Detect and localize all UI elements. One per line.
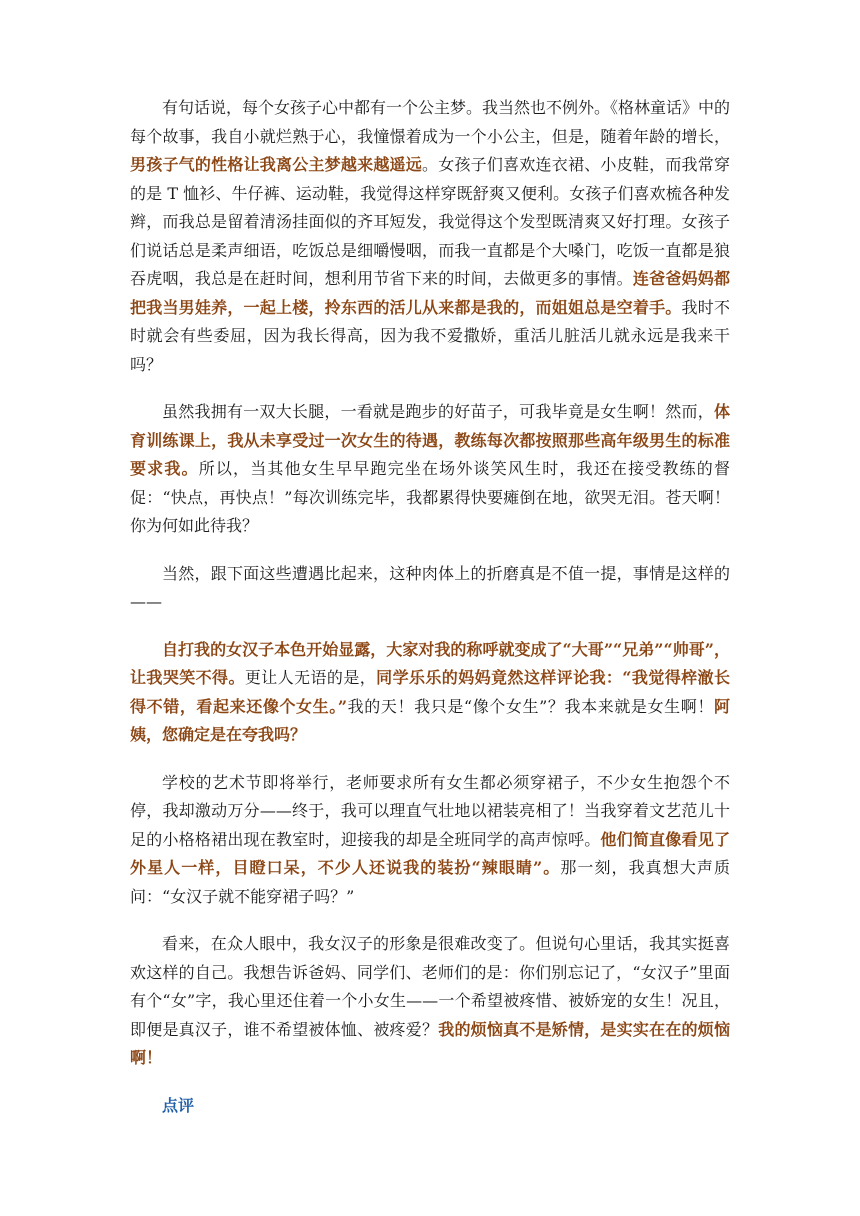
text-segment: 那一刻，我真想大声质问：“女汉子就不能穿裙子吗？” bbox=[130, 858, 730, 906]
text-segment: 更让人无语的是， bbox=[244, 668, 377, 687]
paragraph-1 bbox=[130, 94, 730, 379]
highlighted-text: 阿姨，您确定是在夸我吗？ bbox=[130, 696, 730, 744]
highlighted-text: 同学乐乐的妈妈竟然这样评论我：“我觉得梓澈长得不错，看起来还像个女生。” bbox=[130, 668, 730, 716]
text-segment: 我时不时就会有些委屈，因为我长得高，因为我不爱撒娇，重活儿脏活儿就永远是我来干吗？ bbox=[130, 297, 730, 374]
text-segment: 看来，在众人眼中，我女汉子的形象是很难改变了。但说句心里话，我其实挺喜欢这样的自己。我想告诉爸妈、同学们、老师们的是：你们别忘记了，“女汉子”里面有个“女”字，我心里还住着一个小女生——一个希望被疼惜、被娇宠的女生！况且，即便是真汉子，谁不希望被体恤、被疼爱？ bbox=[130, 934, 730, 1039]
text-segment: 我的天！我只是“像个女生”？我本来就是女生啊！ bbox=[347, 696, 714, 716]
text-segment: 虽然我拥有一双大长腿，一看就是跑步的好苗子，可我毕竟是女生啊！然而， bbox=[162, 402, 714, 421]
highlighted-text: 体育训练课上，我从未享受过一次女生的待遇，教练每次都按照那些高年级男生的标准要求我。 bbox=[130, 402, 730, 478]
highlighted-text: 自打我的女汉子本色开始显露，大家对我的称呼就变成了“大哥”“兄弟”“帅哥”，让我哭笑不得。 bbox=[130, 639, 730, 687]
section-heading-paragraph bbox=[130, 1092, 730, 1121]
text-segment: 有句话说，每个女孩子心中都有一个公主梦。我当然也不例外。《格林童话》中的每个故事，我自小就烂熟于心，我憧憬着成为一个小公主，但是，随着年龄的增长， bbox=[130, 98, 731, 146]
paragraph-2 bbox=[130, 398, 730, 541]
text-segment: 学校的艺术节即将举行，老师要求所有女生都必须穿裙子，不少女生抱怨个不停，我却激动万分——终于，我可以理直气壮地以裙装亮相了！当我穿着文艺范儿十足的小格格裙出现在教室时，迎接我的却是全班同学的高声惊呼。 bbox=[130, 772, 730, 849]
section-heading: 点评 bbox=[162, 1095, 195, 1115]
text-segment: 当然，跟下面这些遭遇比起来，这种肉体上的折磨真是不值一提，事情是这样的—— bbox=[130, 563, 730, 611]
highlighted-text: 他们简直像看见了外星人一样，目瞪口呆，不少人还说我的装扮“辣眼睛”。 bbox=[130, 829, 730, 877]
paragraph-3 bbox=[130, 560, 730, 617]
highlighted-text: 我的烦恼真不是矫情，是实实在在的烦恼啊！ bbox=[130, 1019, 730, 1067]
highlighted-text: 连爸爸妈妈都把我当男娃养，一起上楼，拎东西的活儿从来都是我的，而姐姐总是空着手。 bbox=[130, 269, 730, 317]
paragraph-5 bbox=[130, 769, 730, 912]
highlighted-text: 男孩子气的性格让我离公主梦越来越遥远 bbox=[130, 155, 422, 174]
paragraph-6 bbox=[130, 930, 730, 1073]
text-segment: 。女孩子们喜欢连衣裙、小皮鞋，而我常穿的是 T 恤衫、牛仔裤、运动鞋，我觉得这样穿既舒爽又便利。女孩子们喜欢梳各种发辫，而我总是留着清汤挂面似的齐耳短发，我觉得这个发型既清爽又好打理。女孩子们说话总是柔声细语，吃饭总是细嚼慢咽，而我一直都是个大嗓门，吃饭一直都是狼吞虎咽，我总是在赶时间，想利用节省下来的时间，去做更多的事情。 bbox=[130, 155, 730, 288]
text-segment: 所以，当其他女生早早跑完坐在场外谈笑风生时，我还在接受教练的督促：“快点，再快点！”每次训练完毕，我都累得快要瘫倒在地，欲哭无泪。苍天啊！你为何如此待我？ bbox=[130, 459, 730, 535]
paragraph-4 bbox=[130, 636, 730, 750]
document-body bbox=[130, 94, 730, 1139]
